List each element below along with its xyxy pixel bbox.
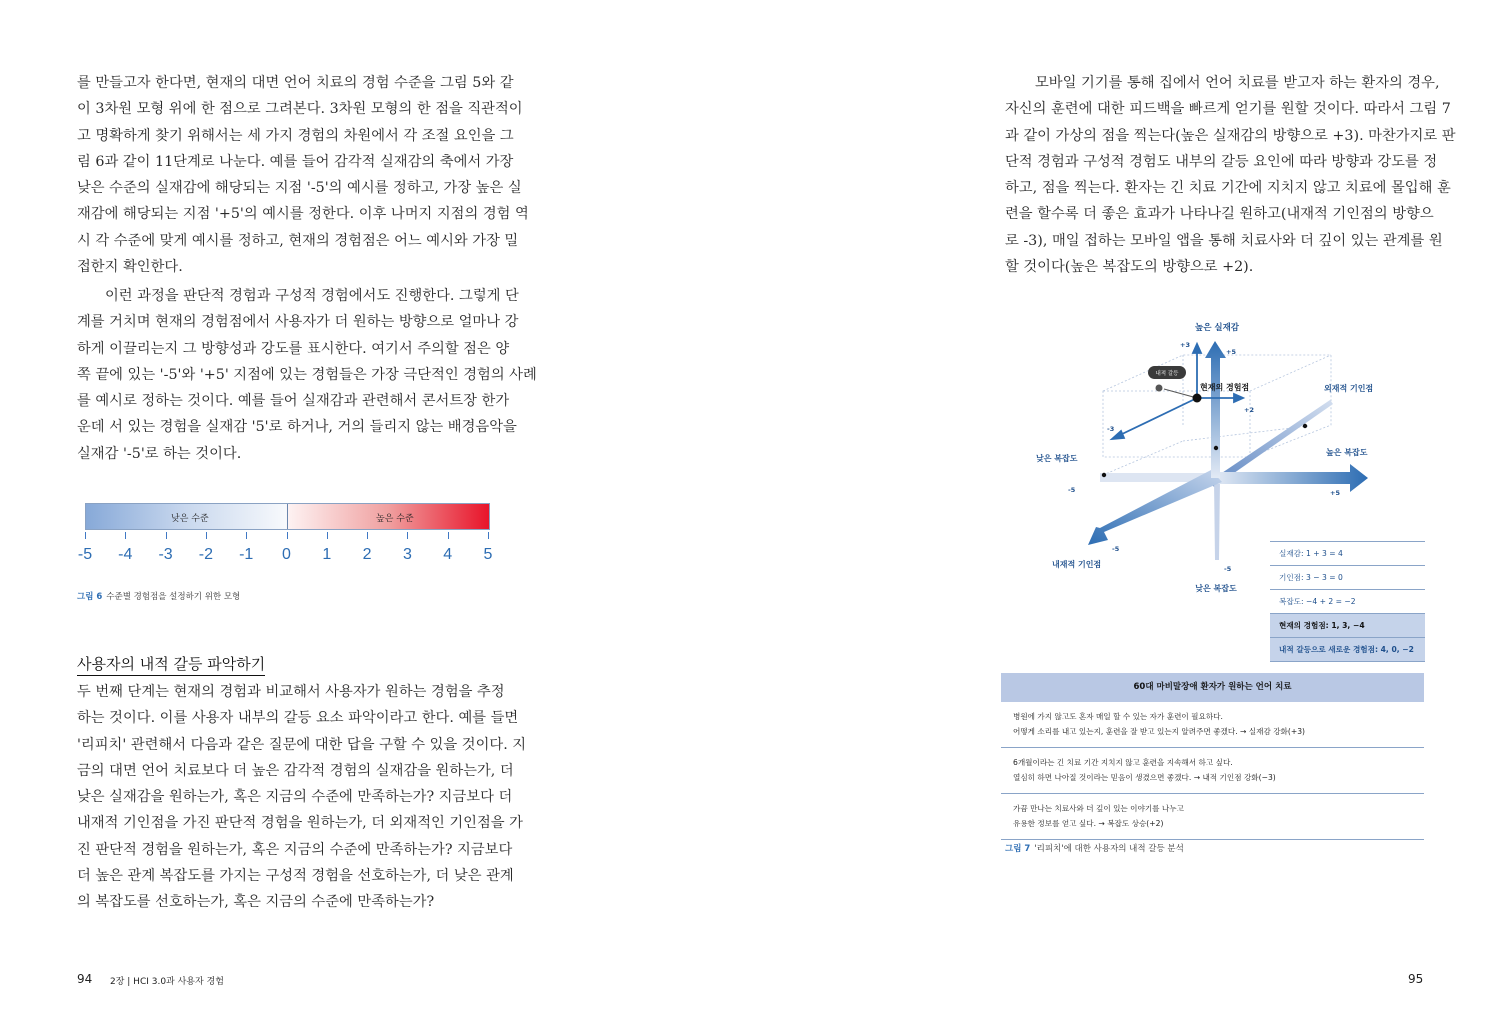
low-presence-axis xyxy=(1214,480,1220,560)
left-page-number: 94 xyxy=(77,972,93,986)
text-line: 재감에 해당되는 지점 '+5'의 예시를 정한다. 이후 나머지 지점의 경험 역 xyxy=(77,206,529,223)
scale-tick-label: 5 xyxy=(483,546,493,563)
value-label: +5 xyxy=(1330,489,1340,497)
value-label: -5 xyxy=(1224,565,1232,573)
table-row xyxy=(1001,702,1424,748)
text-line: 이 3차원 모형 위에 한 점으로 그려본다. 3차원 모형의 한 점을 직관적이 xyxy=(77,101,523,118)
text-line: 쪽 끝에 있는 '-5'와 '+5' 지점에 있는 경험들은 가장 극단적인 경험의 사례 xyxy=(77,366,537,383)
value-label: -5 xyxy=(1112,545,1120,553)
value-label: -5 xyxy=(1068,486,1076,494)
scale-tick-label: 4 xyxy=(443,546,453,563)
table-row xyxy=(1001,794,1424,840)
text-line: 할 것이다(높은 복잡도의 방향으로 +2). xyxy=(1005,259,1254,276)
high-presence-arrow xyxy=(1205,341,1226,478)
table-cell-line: 가끔 만나는 치료사와 더 깊이 있는 이야기를 나누고 xyxy=(1013,804,1184,813)
text-line: 금의 대면 언어 치료보다 더 높은 감각적 경험의 실재감을 원하는가, 더 xyxy=(77,762,514,779)
scale-tick-label: 0 xyxy=(282,546,291,563)
summary-row: 실재감: 1 + 3 = 4 xyxy=(1270,541,1425,566)
text-line: 계를 거치며 현재의 경험점에서 사용자가 더 원하는 방향으로 얼마나 강 xyxy=(77,314,519,331)
axis-marker xyxy=(1102,473,1106,477)
table-cell-line: 6개월이라는 긴 치료 기간 지치지 않고 훈련을 지속해서 하고 싶다. xyxy=(1013,758,1233,767)
text-line: 를 만들고자 한다면, 현재의 대면 언어 치료의 경험 수준을 그림 5와 같 xyxy=(77,75,514,91)
external-attribution-label: 외재적 기인점 xyxy=(1324,384,1374,393)
figure-6-text: 수준별 경험점을 설정하기 위한 모형 xyxy=(106,592,241,602)
text-line: 련을 할수록 더 좋은 효과가 나타나길 원하고(내재적 기인점의 방향으 xyxy=(1005,206,1434,223)
scale-tick-label: -5 xyxy=(77,546,93,563)
text-line: 더 높은 관계 복잡도를 가지는 구성적 경험을 선호하는가, 더 낮은 관계 xyxy=(77,868,514,885)
scale-tick-label: -3 xyxy=(158,546,173,563)
experience-summary xyxy=(1270,541,1425,662)
text-line: '리피치' 관련해서 다음과 같은 질문에 대한 답을 구할 수 있을 것이다. 지 xyxy=(77,736,527,753)
summary-row: 기인점: 3 − 3 = 0 xyxy=(1270,566,1425,590)
text-line: 운데 서 있는 경험을 실재감 '5'로 하거나, 거의 들리지 않는 배경음악을 xyxy=(77,419,517,436)
text-line: 두 번째 단계는 현재의 경험과 비교해서 사용자가 원하는 경험을 추정 xyxy=(77,684,505,700)
axis-marker xyxy=(1303,424,1307,428)
text-line: 고 명확하게 찾기 위해서는 세 가지 경험의 차원에서 각 조절 요인을 그 xyxy=(77,127,514,144)
figure-7-label: 그림 7 xyxy=(1005,844,1031,854)
text-line: 로 -3), 매일 접하는 모바일 앱을 통해 치료사와 더 깊이 있는 관계를 원 xyxy=(1005,232,1443,249)
table-cell-line: 유용한 정보를 얻고 싶다. → 복잡도 상승(+2) xyxy=(1013,818,1164,828)
summary-current-point: 현재의 경험점: 1, 3, −4 xyxy=(1270,614,1425,638)
figure-7-text: '리피치'에 대한 사용자의 내적 갈등 분석 xyxy=(1034,844,1184,854)
right-page-number: 95 xyxy=(1408,972,1424,986)
text-line: 이런 과정을 판단적 경험과 구성적 경험에서도 진행한다. 그렇게 단 xyxy=(105,288,519,304)
text-line: 모바일 기기를 통해 집에서 언어 치료를 받고자 하는 환자의 경우, xyxy=(1035,75,1440,91)
scale-tick-label: -1 xyxy=(239,546,254,563)
figure-7-caption xyxy=(1005,842,1184,854)
value-label: -3 xyxy=(1107,425,1115,433)
value-label: +3 xyxy=(1180,341,1190,349)
text-line: 시 각 수준에 맞게 예시를 정하고, 현재의 경험점은 어느 예시와 가장 밀 xyxy=(77,232,519,249)
text-line: 낮은 수준의 실재감에 해당되는 지점 '-5'의 예시를 정하고, 가장 높은 실 xyxy=(77,180,522,197)
section-heading: 사용자의 내적 갈등 파악하기 xyxy=(77,653,265,676)
value-label: +5 xyxy=(1226,348,1236,356)
current-experience-point xyxy=(1193,394,1202,403)
text-line: 림 6과 같이 11단계로 나눈다. 예를 들어 감각적 실재감의 축에서 가장 xyxy=(77,153,514,170)
high-complexity-label: 높은 복잡도 xyxy=(1326,448,1368,457)
table-row xyxy=(1001,748,1424,794)
chapter-footer: 2장 | HCI 3.0과 사용자 경험 xyxy=(110,977,224,987)
low-level-label: 낮은 수준 xyxy=(171,514,209,524)
text-line: 하는 것이다. 이를 사용자 내부의 갈등 요소 파악이라고 한다. 예를 들면 xyxy=(77,710,519,727)
text-line: 접한지 확인한다. xyxy=(77,259,183,276)
figure-6-label: 그림 6 xyxy=(77,592,103,602)
text-line: 를 예시로 정하는 것이다. 예를 들어 실재감과 관련해서 콘서트장 한가 xyxy=(77,393,510,410)
text-line: 하게 이끌리는지 그 방향성과 강도를 표시한다. 여기서 주의할 점은 양 xyxy=(77,340,510,357)
table-cell-line: 병원에 가지 않고도 혼자 매일 할 수 있는 자가 훈련이 필요하다. xyxy=(1013,712,1223,721)
scale-tick-label: -2 xyxy=(198,546,214,563)
table-cell-line: 어떻게 소리를 내고 있는지, 훈련을 잘 받고 있는지 알려주면 좋겠다. → 실재감 강화(+3) xyxy=(1013,726,1306,736)
summary-new-point: 내적 갈등으로 새로운 경험점: 4, 0, −2 xyxy=(1270,638,1425,662)
patient-needs-table xyxy=(1001,673,1424,840)
scale-tick-label: 3 xyxy=(402,546,412,563)
scale-tick-label: -4 xyxy=(118,546,133,563)
current-point-label: 현재의 경험점 xyxy=(1200,383,1250,392)
inner-conflict-point xyxy=(1156,385,1163,392)
scale-tick-label: 2 xyxy=(362,546,372,563)
high-presence-label: 높은 실재감 xyxy=(1194,323,1240,333)
table-title: 60대 마비말장애 환자가 원하는 언어 치료 xyxy=(1001,673,1424,702)
text-line: 자신의 훈련에 대한 피드백을 빠르게 얻기를 원할 것이다. 따라서 그림 7 xyxy=(1005,101,1451,118)
high-level-label: 높은 수준 xyxy=(376,514,414,524)
text-line: 낮은 실재감을 원하는가, 혹은 지금의 수준에 만족하는가? 지금보다 더 xyxy=(77,789,513,806)
internal-attribution-label: 내재적 기인점 xyxy=(1052,560,1102,569)
value-label: +2 xyxy=(1244,406,1254,414)
text-line: 내재적 기인점을 가진 판단적 경험을 원하는가, 더 외재적인 기인점을 가 xyxy=(77,815,523,832)
text-line: 하고, 점을 찍는다. 환자는 긴 치료 기간에 지치지 않고 치료에 몰입해 훈 xyxy=(1005,180,1451,197)
low-presence-label: 낮은 복잡도 xyxy=(1195,584,1237,593)
axis-marker xyxy=(1214,446,1218,450)
text-line: 진 판단적 경험을 원하는가, 혹은 지금의 수준에 만족하는가? 지금보다 xyxy=(77,841,513,858)
scale-tick-label: 1 xyxy=(322,546,332,563)
summary-row: 복잡도: −4 + 2 = −2 xyxy=(1270,590,1425,614)
low-complexity-label: 낮은 복잡도 xyxy=(1036,454,1078,463)
text-line: 의 복잡도를 선호하는가, 혹은 지금의 수준에 만족하는가? xyxy=(77,894,435,911)
text-line: 실재감 '-5'로 하는 것이다. xyxy=(77,445,242,462)
text-line: 과 같이 가상의 점을 찍는다(높은 실재감의 방향으로 +3). 마찬가지로 판 xyxy=(1005,127,1456,144)
text-line: 단적 경험과 구성적 경험도 내부의 갈등 요인에 따라 방향과 강도를 정 xyxy=(1005,153,1438,170)
table-cell-line: 열심히 하면 나아질 것이라는 믿음이 생겼으면 좋겠다. → 내적 기인점 강화(−3) xyxy=(1013,772,1276,782)
inner-conflict-badge-text: 내적 갈등 xyxy=(1155,371,1179,377)
